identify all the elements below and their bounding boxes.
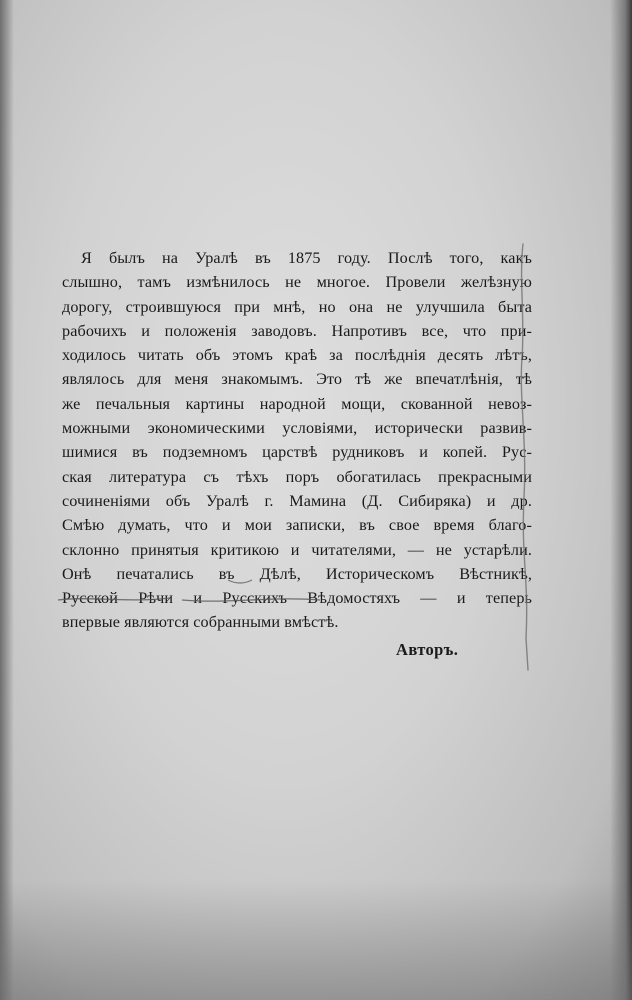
text-line: рабочихъ и положенія заводовъ. Напротивъ все, что при- <box>62 321 532 340</box>
text-line: Онѣ печатались въ Дѣлѣ, Историческомъ Вѣстникѣ, <box>62 564 532 583</box>
text-line: шимися въ подземномъ царствѣ рудниковъ и копей. Рус- <box>62 443 532 462</box>
text-line: Смѣю думать, что и мои записки, въ свое время благо- <box>62 516 532 535</box>
text-line: сочиненіями объ Уралѣ г. Мамина (Д. Сибиряка) и др. <box>62 491 532 510</box>
text-line: дорогу, строившуюся при мнѣ, но она не улучшила быта <box>62 297 532 316</box>
text-line: можными экономическими условіями, исторически развив- <box>62 419 532 438</box>
author-signature: Авторъ. <box>396 640 459 659</box>
text-line: ходилось читать объ этомъ краѣ за послѣднія десять лѣтъ, <box>62 346 532 365</box>
text-line: склонно принятыя критикою и читателями, — не устарѣли. <box>62 540 532 559</box>
text-line: являлось для меня знакомымъ. Это тѣ же впечатлѣнія, тѣ <box>62 370 532 389</box>
text-line: Я былъ на Уралѣ въ 1875 году. Послѣ того, какъ <box>81 249 532 267</box>
text-line: же печальныя картины народной мощи, скованной невоз- <box>62 394 532 413</box>
text-line: Русской Рѣчи и Русскихъ Вѣдомостяхъ — и теперь <box>62 589 532 608</box>
text-line: ская литература съ тѣхъ поръ обогатилась прекрасными <box>62 467 532 486</box>
text-line: слышно, тамъ измѣнилось не многое. Провели желѣзную <box>62 273 532 292</box>
text-line: впервые являются собранными вмѣстѣ. <box>62 613 339 632</box>
